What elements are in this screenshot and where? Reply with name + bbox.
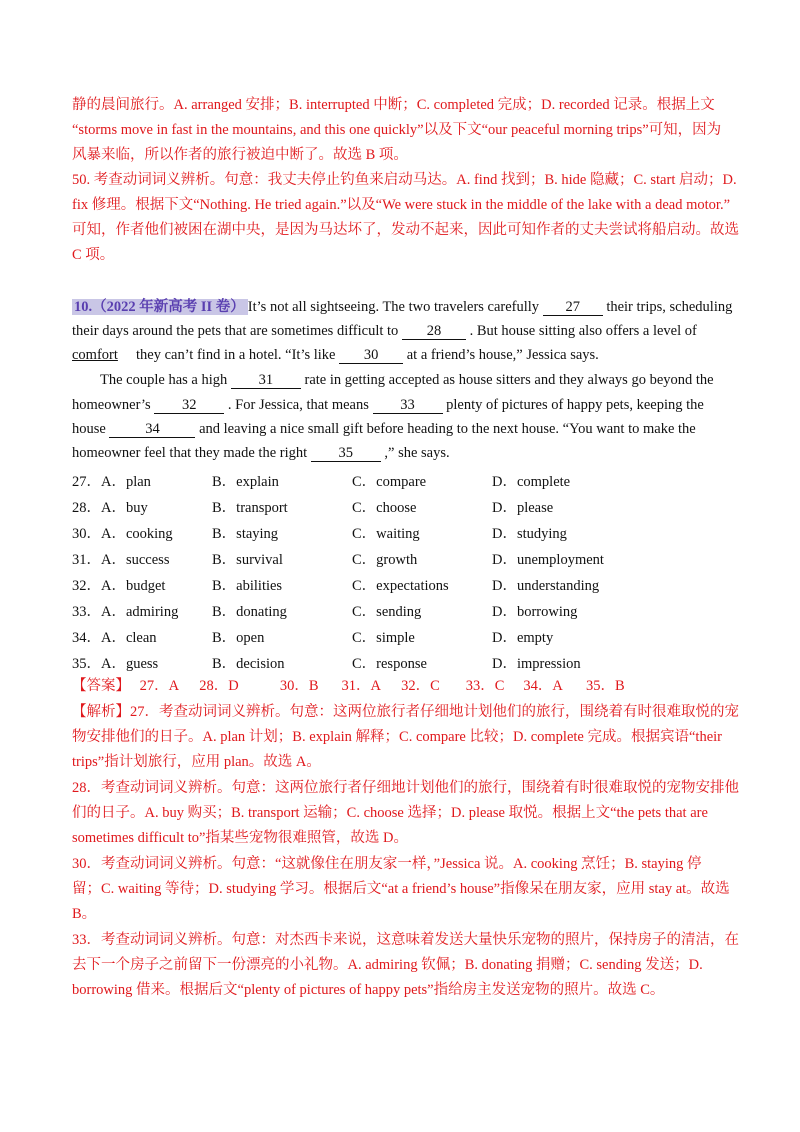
passage-text: . But house sitting also offers a level of [469, 323, 697, 339]
analysis-line-11: 去下一个房子之前留下一份漂亮的小礼物。A. admiring 钦佩；B. donating 捐赠；C. sending 发送；D. [72, 957, 703, 973]
passage-line-7 [72, 444, 450, 462]
option-row-33 [72, 600, 732, 618]
passage-text: at a friend’s house,” Jessica says. [406, 347, 599, 363]
passage-text: rate in getting accepted as house sitters and they always go beyond the [304, 372, 714, 388]
passage-text: their days around the pets that are sometimes difficult to [72, 323, 399, 339]
question-heading: 10.（2022 年新高考 II 卷） [72, 299, 248, 315]
blank-31: 31 [231, 371, 301, 389]
blank-30: 30 [339, 346, 403, 364]
answer-label: 【答案】 [72, 678, 130, 694]
option-row-34 [72, 626, 732, 644]
blank-33: 33 [373, 396, 443, 414]
blank-32: 32 [154, 396, 224, 414]
blank-27: 27 [543, 298, 603, 316]
prev-explanation-line-3: 风暴来临，所以作者的旅行被迫中断了。故选 B 项。 [72, 147, 408, 163]
passage-text: It’s not all sightseeing. The two travelers carefully [247, 299, 540, 315]
answer-line [72, 677, 625, 695]
answer-31: 31．A [341, 678, 381, 694]
blank-28: 28 [402, 322, 466, 340]
blank-35: 35 [311, 444, 381, 462]
answer-35: 35．B [586, 678, 625, 694]
option-d: D．unemployment [492, 552, 604, 568]
option-a: 30．A．cooking [72, 526, 173, 542]
option-row-30 [72, 522, 732, 540]
analysis-line-8: 留；C. waiting 等待；D. studying 学习。根据后文“at a friend’s house”指像呆在朋友家，应用 stay at。故选 [72, 881, 730, 897]
option-b: B．staying [212, 526, 279, 542]
analysis-line-1: 【解析】27．考查动词词义辨析。句意：这两位旅行者仔细地计划他们的旅行，围绕着有时很难取悦的宠 [72, 704, 739, 720]
option-a: 31．A．success [72, 552, 170, 568]
answer-32: 32．C [401, 678, 440, 694]
answer-27: 27．A [139, 678, 180, 694]
passage-line-4 [100, 371, 714, 389]
passage-line-3 [72, 346, 599, 364]
answer-33: 33．C [465, 678, 505, 694]
passage-text: their trips, scheduling [606, 299, 733, 315]
prev-explanation-line-2: “storms move in fast in the mountains, and this one quickly”以及下文“our peaceful morning trips”可知，因为 [72, 122, 722, 138]
option-c: C．response [352, 656, 427, 672]
option-c: C．sending [352, 604, 422, 620]
option-d: D．understanding [492, 578, 600, 594]
option-row-32 [72, 574, 732, 592]
prev-explanation-line-4: 50. 考查动词词义辨析。句意：我丈夫停止钓鱼来启动马达。A. find 找到；B. hide 隐藏；C. start 启动；D. [72, 172, 737, 188]
option-d: D．studying [492, 526, 567, 542]
analysis-line-4: 28．考查动词词义辨析。句意：这两位旅行者仔细地计划他们的旅行，围绕着有时很难取悦的宠物安排他 [72, 780, 739, 796]
option-c: C．waiting [352, 526, 420, 542]
option-b: B．donating [212, 604, 287, 620]
option-a: 27．A．plan [72, 474, 151, 490]
option-a: 32．A．budget [72, 578, 166, 594]
option-b: B．abilities [212, 578, 283, 594]
option-c: C．choose [352, 500, 417, 516]
analysis-line-10: 33．考查动词词义辨析。句意：对杰西卡来说，这意味着发送大量快乐宠物的照片，保持房子的清洁，在 [72, 932, 739, 948]
option-c: C．simple [352, 630, 415, 646]
analysis-line-2: 物安排他们的日子。A. plan 计划；B. explain 解释；C. compare 比较；D. complete 完成。根据宾语“their [72, 729, 722, 745]
answer-28: 28．D [199, 678, 239, 694]
option-c: C．expectations [352, 578, 449, 594]
passage-text: and leaving a nice small gift before heading to the next house. “You want to make the [199, 421, 696, 437]
passage-text: homeowner feel that they made the right [72, 445, 308, 461]
underlined-word: comfort [72, 347, 118, 363]
passage-text: ,” she says. [384, 445, 450, 461]
passage-text: The couple has a high [100, 372, 228, 388]
option-a: 34．A．clean [72, 630, 157, 646]
passage-line-2 [72, 322, 697, 340]
option-d: D．empty [492, 630, 554, 646]
option-a: 35．A．guess [72, 656, 159, 672]
option-d: D．borrowing [492, 604, 578, 620]
answer-34: 34．A [523, 678, 563, 694]
passage-text: they can’t find in a hotel. “It’s like [136, 347, 336, 363]
passage-line-5 [72, 396, 704, 414]
blank-34: 34 [109, 420, 195, 438]
answer-30: 30．B [279, 678, 319, 694]
prev-explanation-line-5: fix 修理。根据下文“Nothing. He tried again.”以及“We were stuck in the middle of the lake with a dead motor.” [72, 197, 731, 213]
option-d: D．impression [492, 656, 581, 672]
option-b: B．decision [212, 656, 285, 672]
option-d: D．complete [492, 474, 571, 490]
option-c: C．compare [352, 474, 427, 490]
prev-explanation-line-1: 静的晨间旅行。A. arranged 安排；B. interrupted 中断；C. completed 完成；D. recorded 记录。根据上文 [72, 97, 715, 113]
passage-text: . For Jessica, that means [227, 397, 369, 413]
option-row-27 [72, 470, 732, 488]
analysis-line-7: 30．考查动词词义辨析。句意：“这就像住在朋友家一样，”Jessica 说。A. cooking 烹饪；B. staying 停 [72, 856, 702, 872]
option-a: 33．A．admiring [72, 604, 179, 620]
analysis-line-3: trips”指计划旅行，应用 plan。故选 A。 [72, 754, 321, 770]
analysis-line-9: B。 [72, 906, 97, 922]
prev-explanation-line-6: 可知，作者他们被困在湖中央，是因为马达坏了，发动不起来，因此可知作者的丈夫尝试将船启动。故选 [72, 222, 739, 238]
passage-text: plenty of pictures of happy pets, keeping the [446, 397, 704, 413]
option-row-31 [72, 548, 732, 566]
passage-text: house [72, 421, 106, 437]
option-row-35 [72, 652, 732, 670]
option-d: D．please [492, 500, 554, 516]
option-a: 28．A．buy [72, 500, 148, 516]
analysis-line-12: borrowing 借来。根据后文“plenty of pictures of happy pets”指给房主发送宠物的照片。故选 C。 [72, 982, 665, 998]
passage-line-1 [72, 298, 732, 316]
option-b: B．survival [212, 552, 283, 568]
passage-line-6 [72, 420, 696, 438]
prev-explanation-line-7: C 项。 [72, 247, 115, 263]
analysis-line-5: 们的日子。A. buy 购买；B. transport 运输；C. choose 选择；D. please 取悦。根据上文“the pets that are [72, 805, 708, 821]
option-b: B．explain [212, 474, 279, 490]
option-row-28 [72, 496, 732, 514]
option-b: B．open [212, 630, 265, 646]
passage-text: homeowner’s [72, 397, 151, 413]
option-b: B．transport [212, 500, 288, 516]
analysis-line-6: sometimes difficult to”指某些宠物很难照管，故选 D。 [72, 830, 409, 846]
option-c: C．growth [352, 552, 418, 568]
